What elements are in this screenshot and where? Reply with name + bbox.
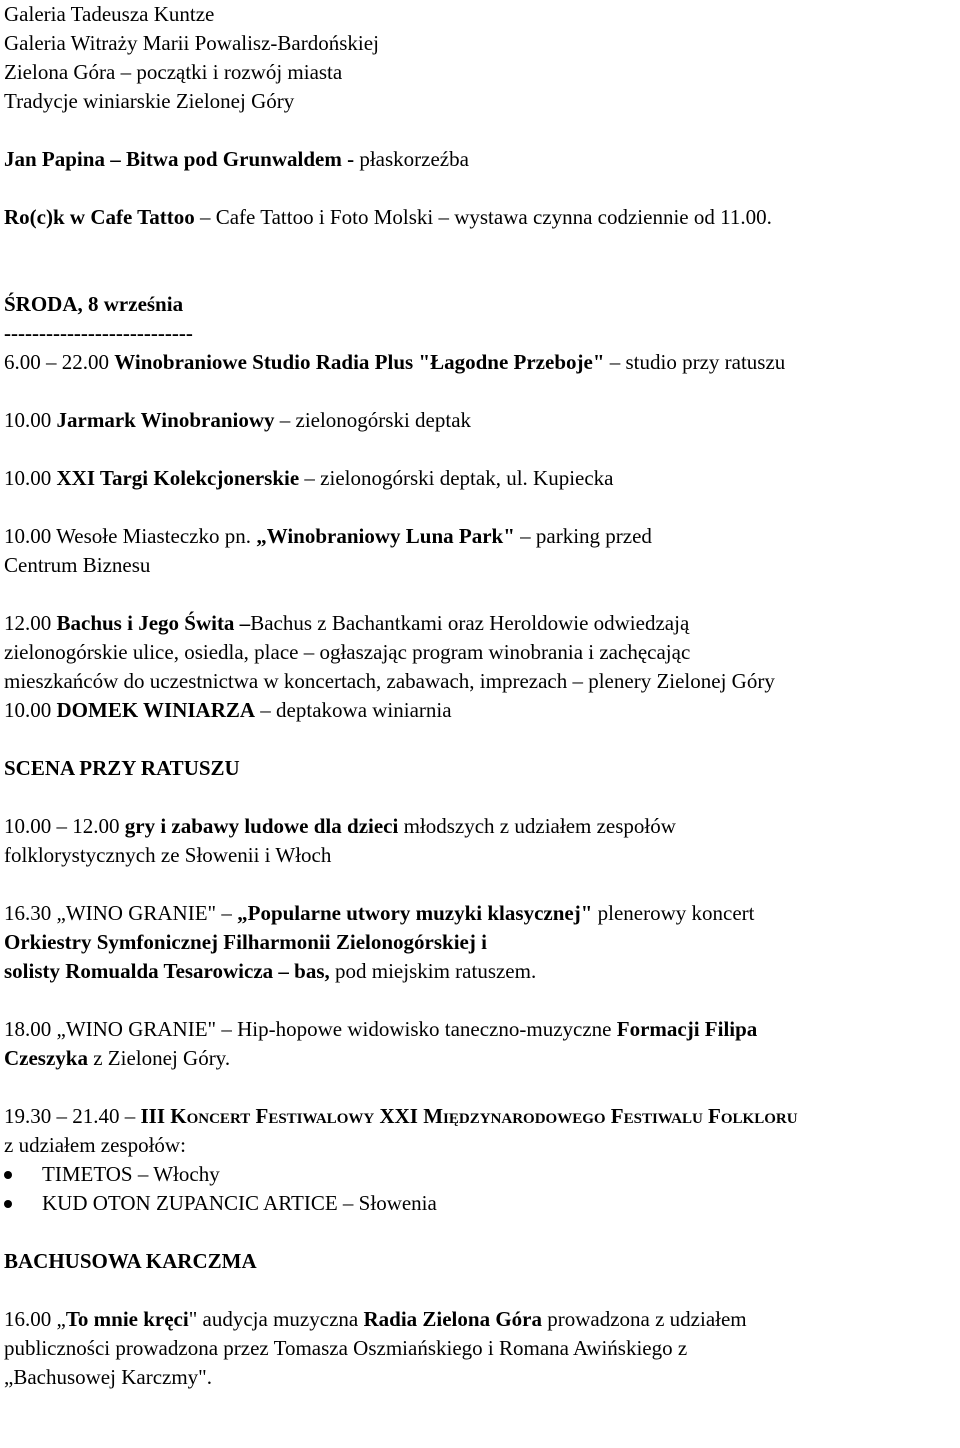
event-line-cont: publiczności prowadzona przez Tomasza Oszmiańskiego i Romana Awińskiego z xyxy=(4,1336,688,1360)
event-line-cont: Orkiestry Symfonicznej Filharmonii Zielonogórskiej i xyxy=(4,930,487,954)
ensemble-list xyxy=(4,1160,958,1218)
separator-line: --------------------------- xyxy=(4,321,193,345)
section-heading-karczma: BACHUSOWA KARCZMA xyxy=(4,1249,257,1273)
gallery-line-4: Tradycje winiarskie Zielonej Góry xyxy=(4,89,295,113)
event-line: 6.00 – 22.00 Winobraniowe Studio Radia Plus "Łagodne Przeboje" – studio przy ratuszu xyxy=(4,350,786,374)
bullet-icon xyxy=(4,1171,12,1179)
event-line: 10.00 Wesołe Miasteczko pn. „Winobraniowy Luna Park" – parking przed xyxy=(4,524,652,548)
event-line: 10.00 XXI Targi Kolekcjonerskie – zielonogórski deptak, ul. Kupiecka xyxy=(4,466,614,490)
program-document xyxy=(4,0,958,1392)
event-line-cont: Czeszyka z Zielonej Góry. xyxy=(4,1046,231,1070)
event-line: 16.00 „To mnie kręci" audycja muzyczna Radia Zielona Góra prowadzona z udziałem xyxy=(4,1307,747,1331)
event-line: 10.00 Jarmark Winobraniowy – zielonogórski deptak xyxy=(4,408,472,432)
event-line: 10.00 DOMEK WINIARZA – deptakowa winiarnia xyxy=(4,698,452,722)
event-line: 12.00 Bachus i Jego Świta –Bachus z Bachantkami oraz Heroldowie odwiedzają xyxy=(4,611,690,635)
day-heading: ŚRODA, 8 września xyxy=(4,292,184,316)
gallery-line-1: Galeria Tadeusza Kuntze xyxy=(4,2,215,26)
papina-title: Jan Papina – Bitwa pod Grunwaldem - xyxy=(4,147,355,171)
gallery-line-2: Galeria Witraży Marii Powalisz-Bardońskiej xyxy=(4,31,379,55)
event-line-cont: z udziałem zespołów: xyxy=(4,1133,186,1157)
list-item: KUD OTON ZUPANCIC ARTICE – Słowenia xyxy=(4,1189,958,1218)
section-heading-scena: SCENA PRZY RATUSZU xyxy=(4,756,240,780)
event-line: 18.00 „WINO GRANIE" – Hip-hopowe widowisko taneczno-muzyczne Formacji Filipa xyxy=(4,1017,758,1041)
list-item: TIMETOS – Włochy xyxy=(4,1160,958,1189)
event-line-cont: folklorystycznych ze Słowenii i Włoch xyxy=(4,843,332,867)
rock-title: Ro(c)k w Cafe Tattoo xyxy=(4,205,195,229)
event-line-cont: zielonogórskie ulice, osiedla, place – ogłaszając program winobrania i zachęcając xyxy=(4,640,691,664)
rock-line: Ro(c)k w Cafe Tattoo – Cafe Tattoo i Foto Molski – wystawa czynna codziennie od 11.00. xyxy=(4,205,772,229)
event-line: 19.30 – 21.40 – III Koncert Festiwalowy XXI Międzynarodowego Festiwalu Folkloru xyxy=(4,1104,798,1128)
gallery-line-3: Zielona Góra – początki i rozwój miasta xyxy=(4,60,343,84)
event-line-cont: solisty Romualda Tesarowicza – bas, pod miejskim ratuszem. xyxy=(4,959,537,983)
event-line-cont: Centrum Biznesu xyxy=(4,553,151,577)
event-line: 16.30 „WINO GRANIE" – „Popularne utwory muzyki klasycznej" plenerowy koncert xyxy=(4,901,755,925)
papina-line: Jan Papina – Bitwa pod Grunwaldem - płaskorzeźba xyxy=(4,147,469,171)
bullet-icon xyxy=(4,1200,12,1208)
event-line-cont: „Bachusowej Karczmy". xyxy=(4,1365,212,1389)
event-line-cont: mieszkańców do uczestnictwa w koncertach, zabawach, imprezach – plenery Zielonej Góry xyxy=(4,669,775,693)
event-line: 10.00 – 12.00 gry i zabawy ludowe dla dzieci młodszych z udziałem zespołów xyxy=(4,814,676,838)
